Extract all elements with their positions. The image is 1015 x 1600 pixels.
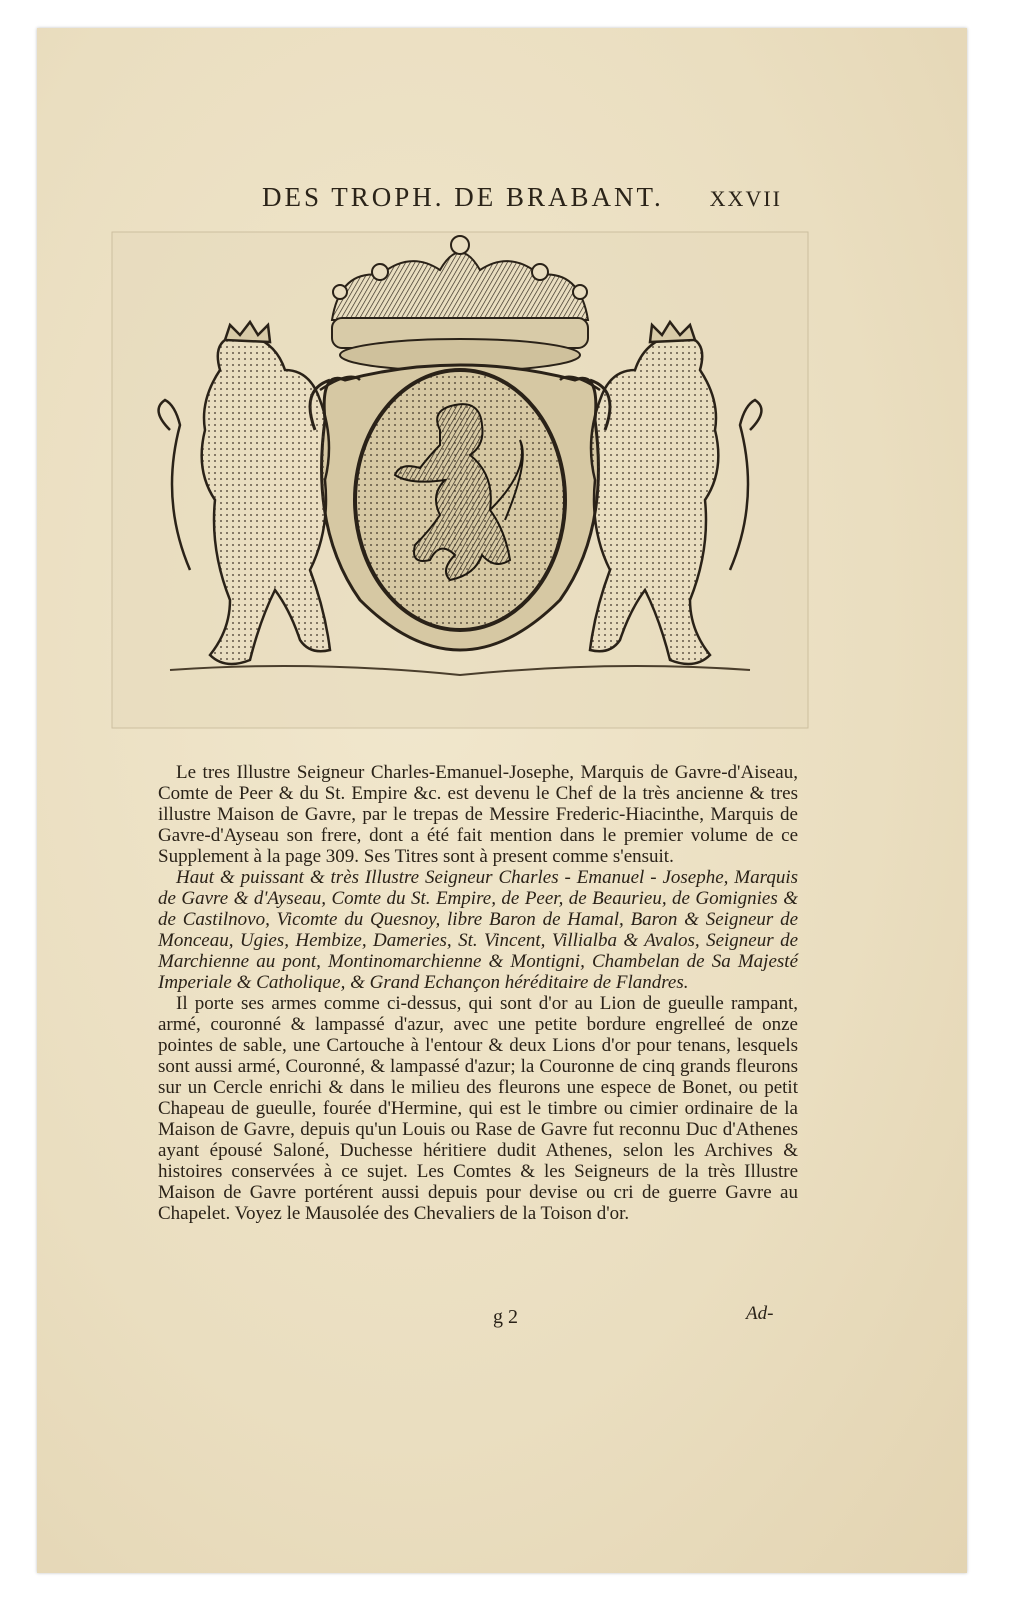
running-header [262,182,782,222]
paragraph-2-titles: Haut & puissant & très Illustre Seigneur Charles - Emanuel - Josephe, Marquis de Gavre & d'Ayseau, Comte du St. Empire, de Peer, de Beaurieu, de Gomignies & de Castilnovo, Vicomte du Quesnoy, libre Baron de Hamal, Baron & Seigneur de Monceau, Ugies, Hembize, Dameries, St. Vincent, Villialba & Avalos, Seigneur de Marchienne au pont, Montinomarchienne & Montigni, Chambelan de Sa Majesté Imperiale & Catholique, & Grand Echançon héréditaire de Flandres. [158,867,798,993]
header-title: DES TROPH. DE BRABANT. [262,182,664,212]
page-number: XXVII [709,186,782,211]
signature-mark: g 2 [493,1306,518,1328]
paragraph-1: Le tres Illustre Seigneur Charles-Emanuel-Josephe, Marquis de Gavre-d'Aiseau, Comte de Peer & du St. Empire &c. est devenu le Chef de la très ancienne & tres illustre Maison de Gavre, par le trepas de Messire Frederic-Hiacinthe, Marquis de Gavre-d'Ayseau son frere, dont a été fait mention dans le premier volume de ce Supplement à la page 309. Ses Titres sont à present comme s'ensuit. [158,762,798,867]
body-text [158,762,798,1224]
catchword: Ad- [746,1303,774,1324]
coat-of-arms-engraving [110,230,810,730]
paragraph-3-arms: Il porte ses armes comme ci-dessus, qui sont d'or au Lion de gueulle rampant, armé, couronné & lampassé d'azur, avec une petite bordure engrelleé de onze pointes de sable, une Cartouche à l'entour & deux Lions d'or pour tenans, lesquels sont aussi armé, Couronné, & lampassé d'azur; la Couronne de cinq grands fleurons sur un Cercle enrichi & dans le milieu des fleurons une espece de Bonet, ou petit Chapeau de gueulle, fourée d'Hermine, qui est le timbre ou cimier ordinaire de la Maison de Gavre, depuis qu'un Louis ou Rase de Gavre fut reconnu Duc d'Athenes ayant épousé Saloné, Duchesse héritiere dudit Athenes, selon les Archives & histoires conservées à ce sujet. Les Comtes & les Seigneurs de la très Illustre Maison de Gavre portérent aussi depuis pour devise ou cri de guerre Gavre au Chapelet. Voyez le Mausolée des Chevaliers de la Toison d'or. [158,993,798,1224]
